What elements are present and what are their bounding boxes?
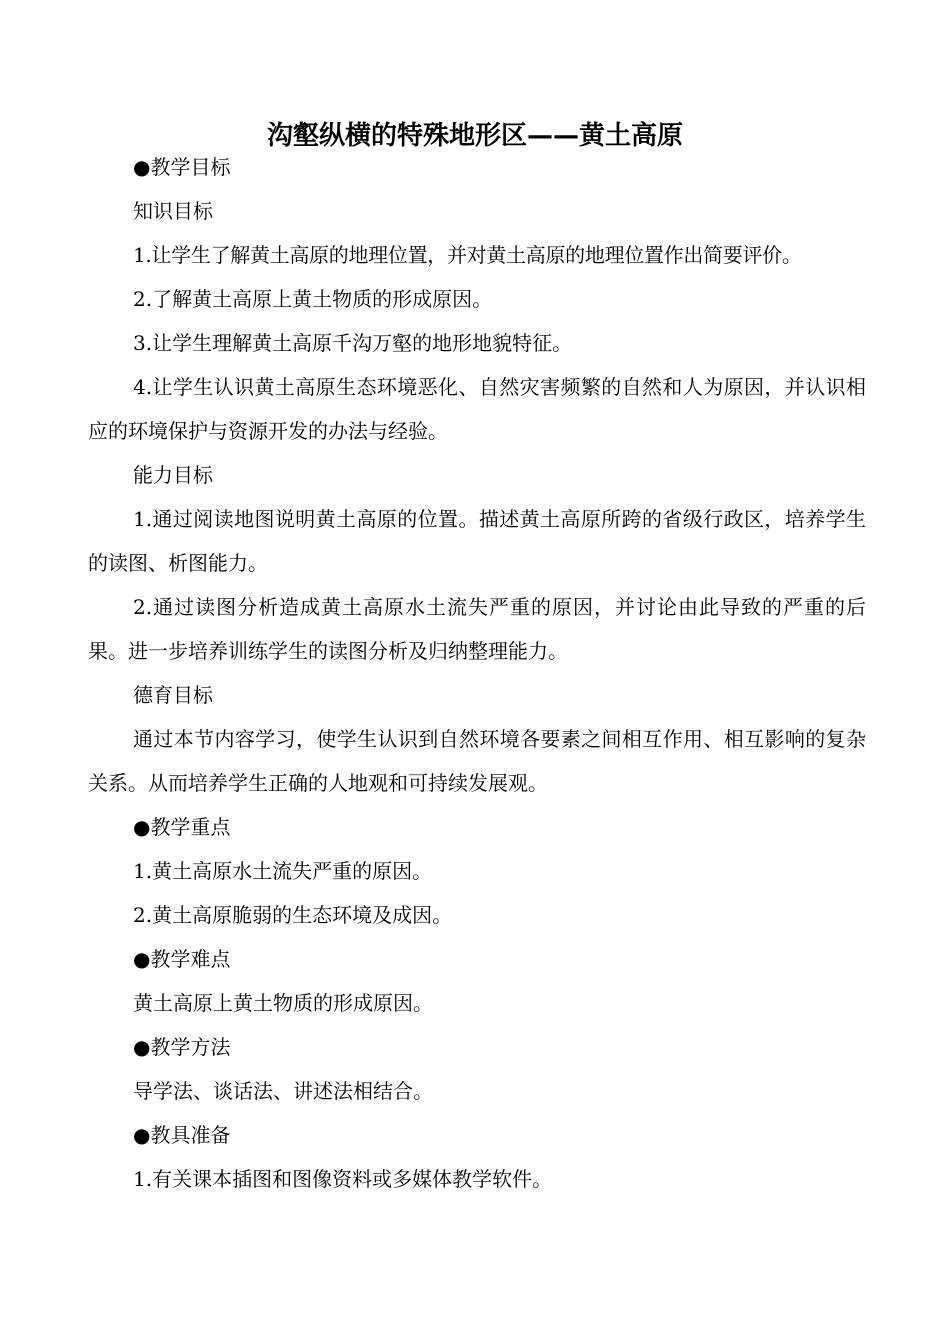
moral-heading: 德育目标 (133, 683, 213, 707)
knowledge-item-3: 3.让学生理解黄土高原千沟万壑的地形地貌特征。 (133, 331, 573, 355)
moral-text: 通过本节内容学习，使学生认识到自然环境各要素之间相互作用、相互影响的复杂关系。从而培养学生正确的人地观和可持续发展观。 (88, 727, 866, 795)
key-points-heading: ● 教学重点 (88, 805, 866, 849)
key-point-2: 2.黄土高原脆弱的生态环境及成因。 (133, 903, 453, 927)
knowledge-item-4: 4.让学生认识黄土高原生态环境恶化、自然灾害频繁的自然和人为原因，并认识相应的环境保护与资源开发的办法与经验。 (88, 375, 866, 443)
page-title: 沟壑纵横的特殊地形区——黄土高原 (266, 121, 683, 151)
method-heading: ● 教学方法 (88, 1025, 866, 1069)
objectives-heading: ● 教学目标 (88, 145, 866, 189)
knowledge-item-1: 1.让学生了解黄土高原的地理位置，并对黄土高原的地理位置作出简要评价。 (133, 243, 802, 267)
ability-item-1: 1.通过阅读地图说明黄土高原的位置。描述黄土高原所跨的省级行政区，培养学生的读图、析图能力。 (88, 507, 866, 575)
knowledge-heading: 知识目标 (133, 199, 213, 223)
ability-item-2: 2.通过读图分析造成黄土高原水土流失严重的原因，并讨论由此导致的严重的后果。进一步培养训练学生的读图分析及归纳整理能力。 (88, 595, 866, 663)
key-point-1: 1.黄土高原水土流失严重的原因。 (133, 859, 433, 883)
difficulty-text: 黄土高原上黄土物质的形成原因。 (133, 991, 433, 1015)
difficulty-heading: ● 教学难点 (88, 937, 866, 981)
knowledge-item-2: 2.了解黄土高原上黄土物质的形成原因。 (133, 287, 493, 311)
method-text: 导学法、谈话法、讲述法相结合。 (133, 1079, 433, 1103)
preparation-heading: ● 教具准备 (88, 1113, 866, 1157)
document-body (88, 145, 866, 1201)
preparation-item-1: 1.有关课本插图和图像资料或多媒体教学软件。 (133, 1167, 553, 1191)
ability-heading: 能力目标 (133, 463, 213, 487)
